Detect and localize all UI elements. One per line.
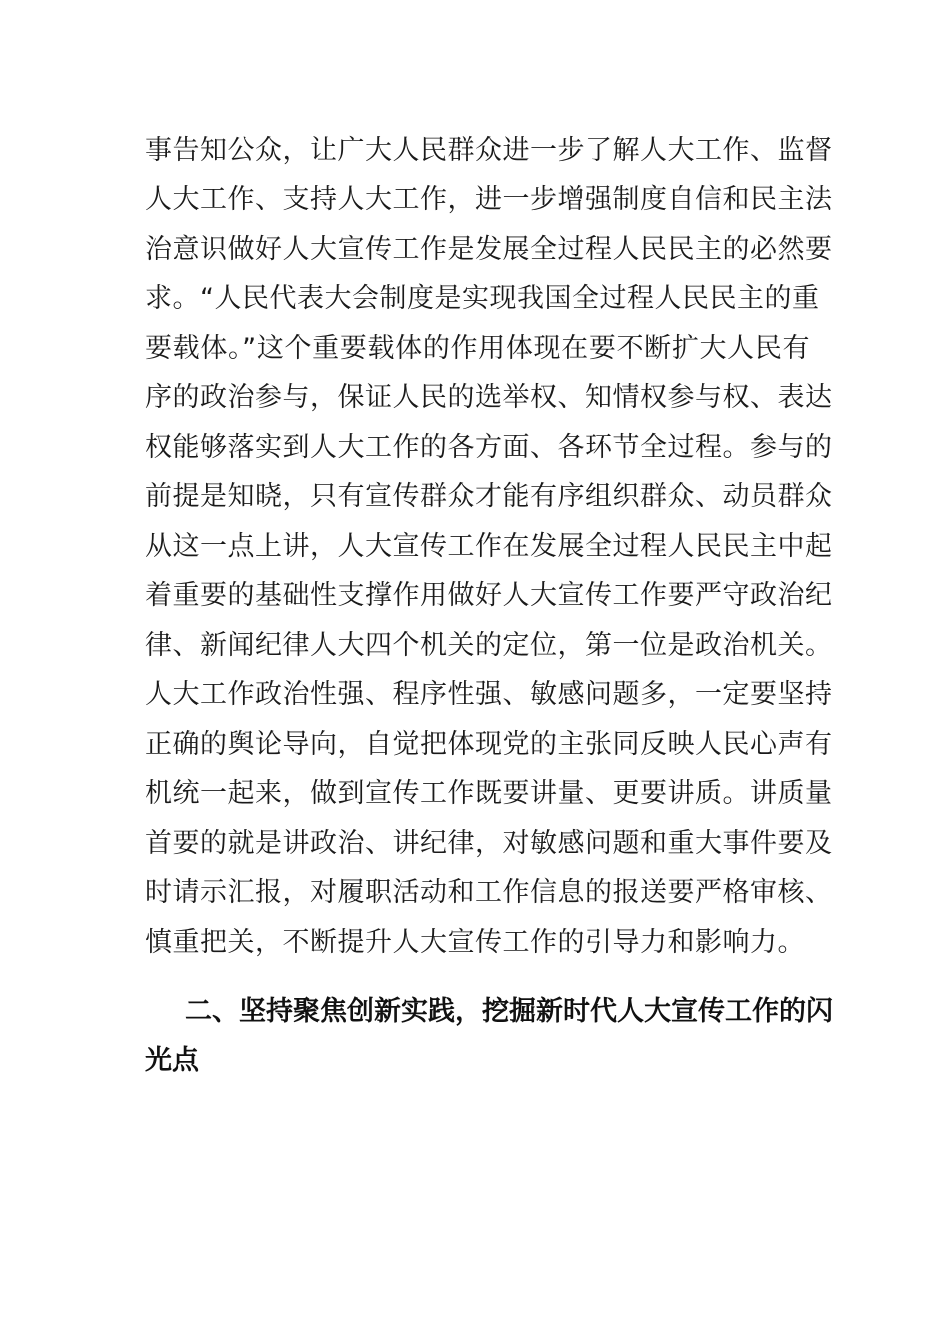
- body-line-13: 正确的舆论导向，自觉把体现党的主张同反映人民心声有: [145, 729, 833, 760]
- body-line-12: 人大工作政治性强、程序性强、敏感问题多，一定要坚持: [145, 679, 833, 710]
- body-line-14: 机统一起来，做到宣传工作既要讲量、更要讲质。讲质量: [145, 778, 833, 809]
- body-line-4: 求。“人民代表大会制度是实现我国全过程人民民主的重: [145, 283, 820, 314]
- body-line-10: 着重要的基础性支撑作用做好人大宣传工作要严守政治纪: [145, 580, 833, 611]
- body-line-7: 权能够落实到人大工作的各方面、各环节全过程。参与的: [145, 432, 833, 463]
- body-line-11: 律、新闻纪律人大四个机关的定位，第一位是政治机关。: [145, 630, 833, 661]
- body-line-16: 时请示汇报，对履职活动和工作信息的报送要严格审核、: [145, 877, 833, 908]
- section-heading-line-2: 光点: [145, 1045, 199, 1076]
- body-line-6: 序的政治参与，保证人民的选举权、知情权参与权、表达: [145, 382, 833, 413]
- body-line-15: 首要的就是讲政治、讲纪律，对敏感问题和重大事件要及: [145, 828, 833, 859]
- body-line-5: 要载体。”这个重要载体的作用体现在要不断扩大人民有: [145, 333, 810, 364]
- body-line-1: 事告知公众，让广大人民群众进一步了解人大工作、监督: [145, 135, 833, 166]
- body-line-8: 前提是知晓，只有宣传群众才能有序组织群众、动员群众: [145, 481, 833, 512]
- body-line-9: 从这一点上讲，人大宣传工作在发展全过程人民民主中起: [145, 531, 833, 562]
- body-line-2: 人大工作、支持人大工作，进一步增强制度自信和民主法: [145, 184, 833, 215]
- body-line-3: 治意识做好人大宣传工作是发展全过程人民民主的必然要: [145, 234, 833, 265]
- section-heading-line-1: 二、坚持聚焦创新实践，挖掘新时代人大宣传工作的闪: [185, 996, 833, 1027]
- body-line-17: 慎重把关，不断提升人大宣传工作的引导力和影响力。: [145, 927, 805, 958]
